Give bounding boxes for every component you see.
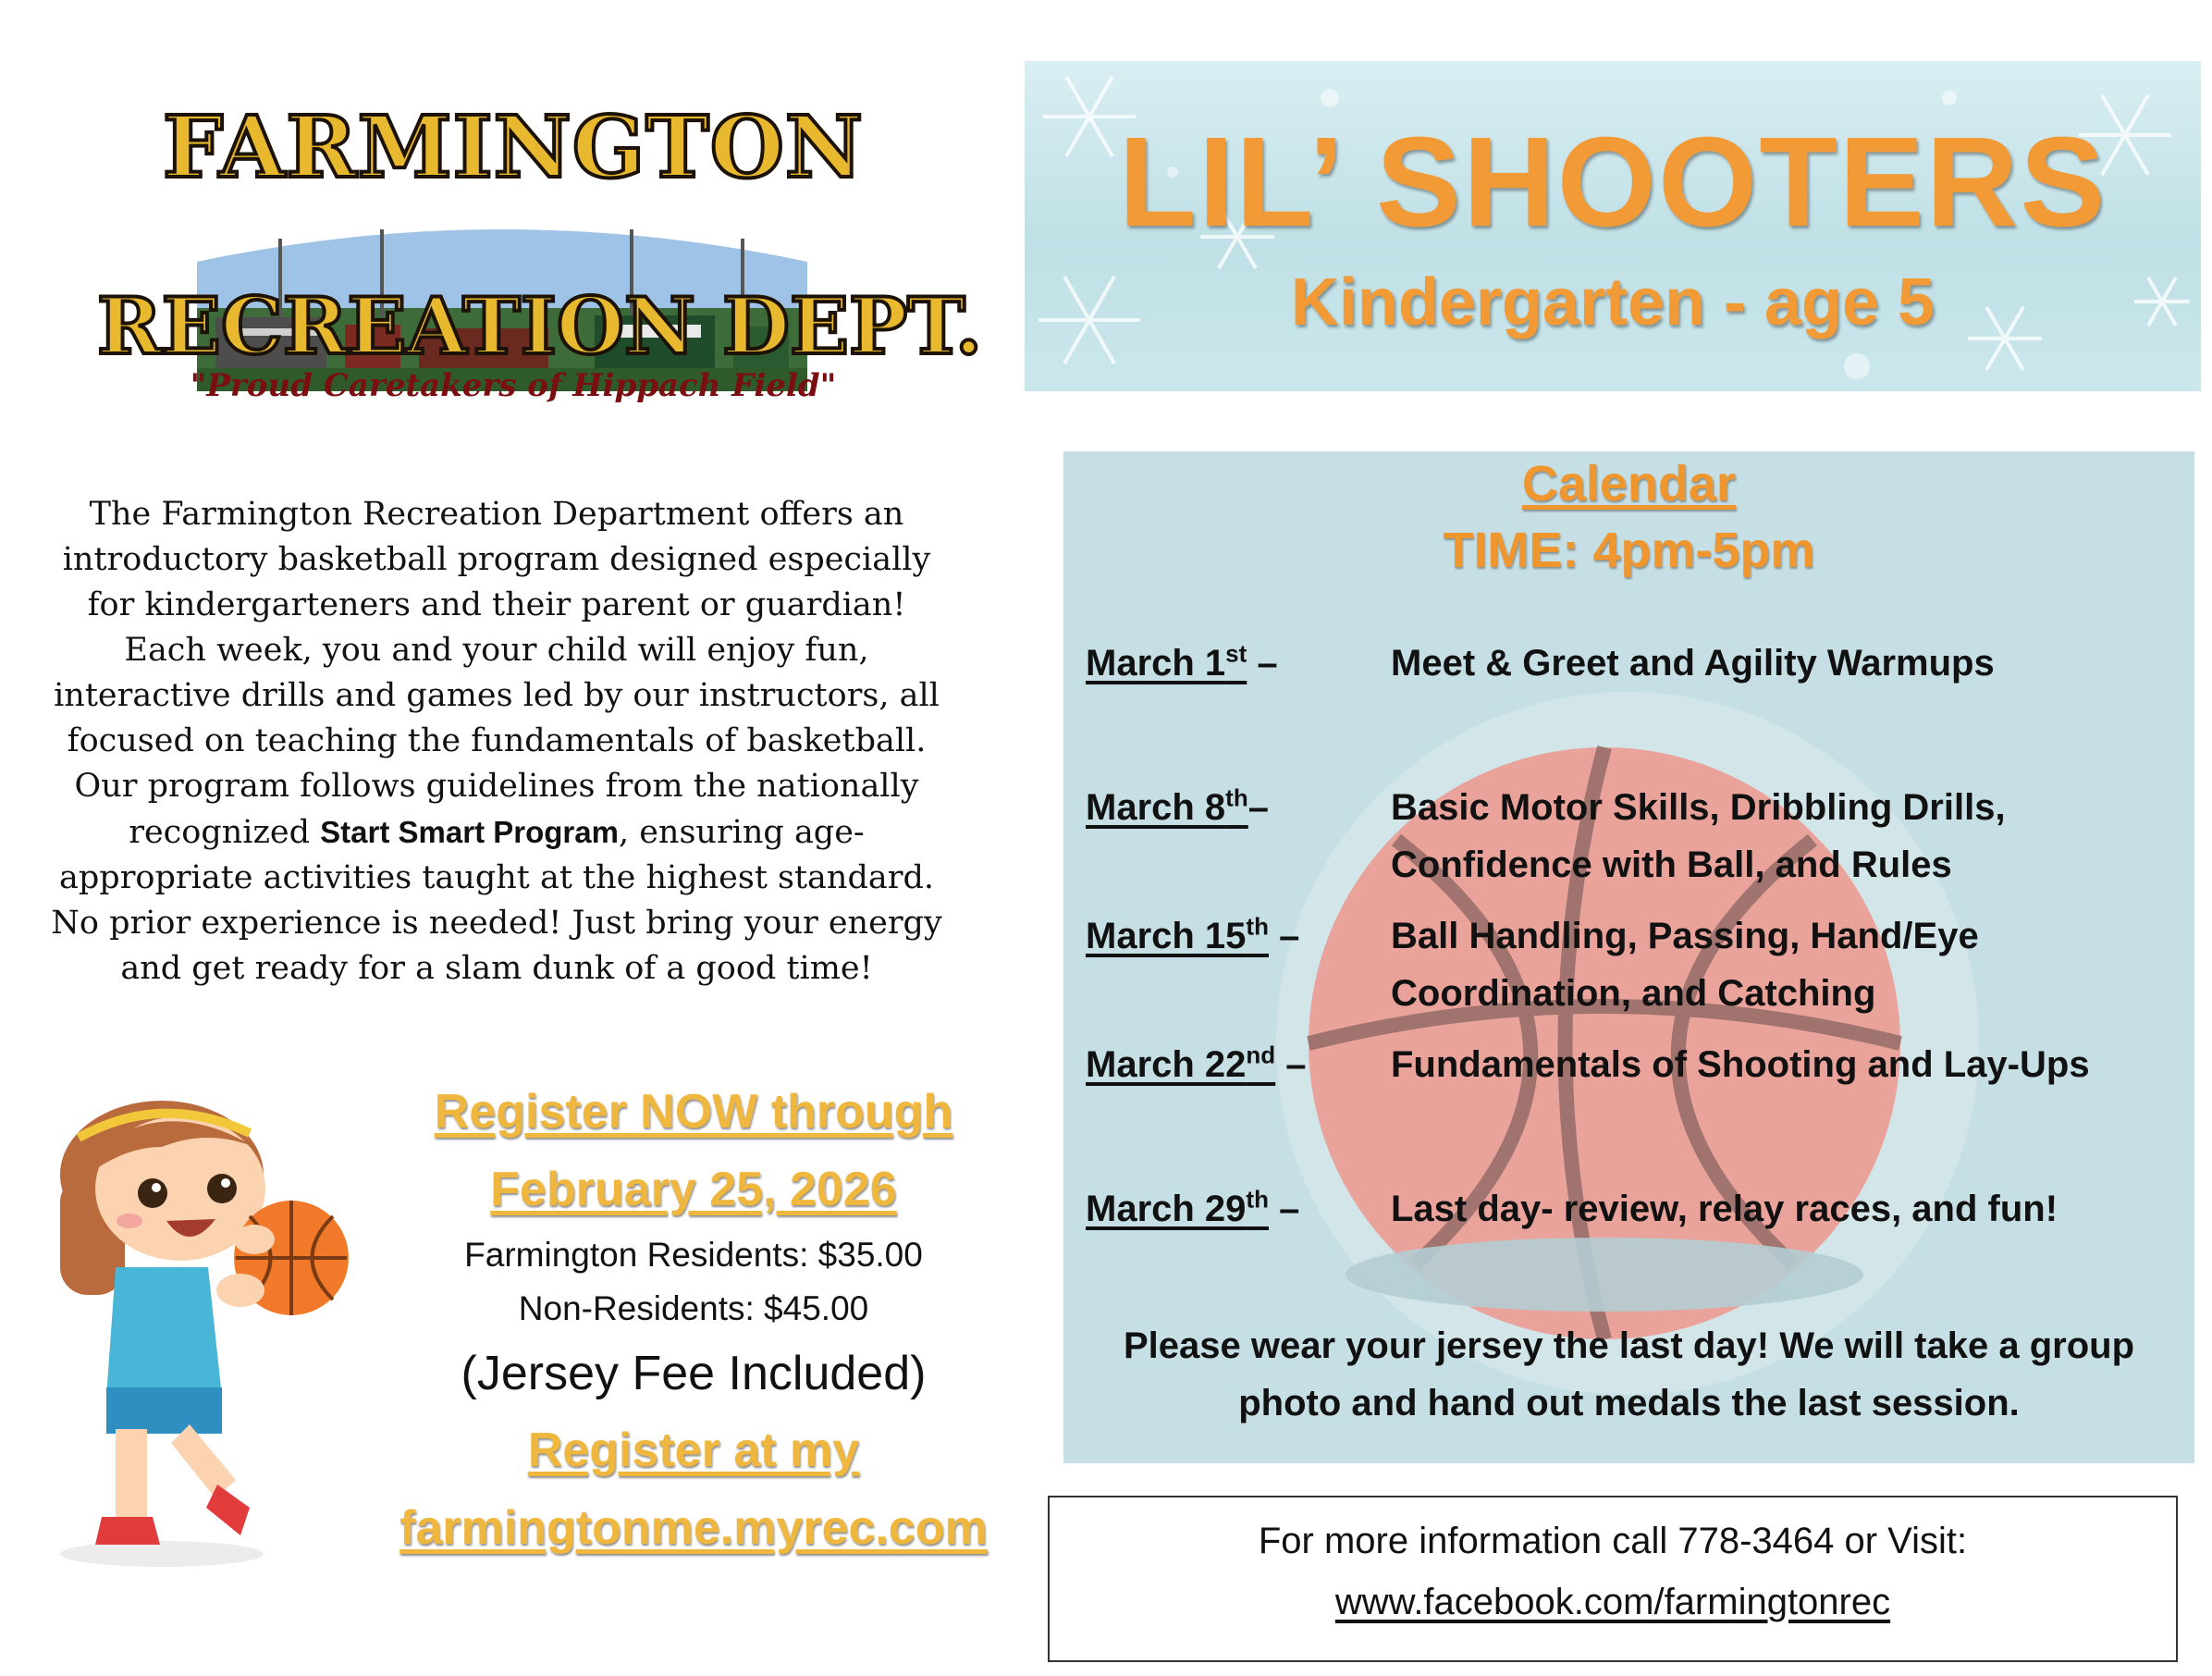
session-date: March 22nd – (1086, 1041, 1307, 1085)
non-resident-fee: Non-Residents: $45.00 (518, 1289, 869, 1327)
contact-phone-line: For more information call 778-3464 or Visit: (1258, 1521, 1968, 1561)
contact-info-box (1048, 1496, 2178, 1662)
calendar-panel (1063, 451, 2194, 1463)
session-description: Ball Handling, Passing, Hand/Eye Coordination, and Catching (1391, 916, 1979, 1014)
intro-text-start: The Farmington Recreation Department offers an introductory basketball program designed especially for kindergarteners and their parent or guardian! Each week, you and your child will enjoy fun, interactive drills and games led by our instructors, all focused on teaching the fundamentals of basketball. Our program follows guidelines from the nationally recognized (54, 496, 940, 851)
session-description: Basic Motor Skills, Dribbling Drills, Confidence with Ball, and Rules (1391, 787, 2006, 885)
kid-basketball-icon (51, 1091, 356, 1572)
jersey-fee-note: (Jersey Fee Included) (461, 1347, 927, 1400)
register-now-line: Register NOW through (434, 1085, 953, 1139)
session-description: Last day- review, relay races, and fun! (1391, 1189, 2058, 1229)
register-link-line1[interactable]: Register at my (527, 1423, 860, 1477)
jersey-photo-note: Please wear your jersey the last day! We will take a group photo and hand out medals the last session. (1123, 1325, 2135, 1423)
resident-fee: Farmington Residents: $35.00 (464, 1236, 923, 1274)
facebook-link[interactable]: www.facebook.com/farmingtonrec (1334, 1582, 1891, 1622)
session-description: Fundamentals of Shooting and Lay-Ups (1391, 1044, 2090, 1085)
logo-line-farmington: FARMINGTON (163, 97, 864, 197)
register-deadline: February 25, 2026 (490, 1163, 897, 1216)
session-description: Meet & Greet and Agility Warmups (1391, 643, 1995, 684)
intro-paragraph (46, 492, 947, 992)
intro-text-end: , ensuring age-appropriate activities taught at the highest standard. No prior experience is needed! Just bring your energy and get ready for a slam dunk of a good time! (51, 814, 942, 987)
farmington-rec-logo (97, 97, 983, 421)
program-title: LIL’ SHOOTERS (1118, 111, 2108, 253)
logo-line-recreation: RECREATION DEPT. (97, 280, 983, 372)
session-date: March 8th– (1086, 783, 1269, 828)
calendar-title: Calendar (1521, 456, 1737, 511)
program-age: Kindergarten - age 5 (1290, 265, 1936, 339)
register-link-url[interactable]: farmingtonme.myrec.com (399, 1501, 988, 1555)
start-smart-program: Start Smart Program (320, 815, 619, 849)
session-date: March 1st – (1086, 639, 1278, 684)
registration-block (370, 1073, 1017, 1567)
session-date: March 15th – (1086, 912, 1300, 956)
title-banner (1025, 61, 2201, 391)
session-date: March 29th – (1086, 1185, 1300, 1229)
calendar-time: TIME: 4pm-5pm (1443, 523, 1815, 578)
logo-tagline: "Proud Caretakers of Hippach Field" (190, 367, 837, 404)
